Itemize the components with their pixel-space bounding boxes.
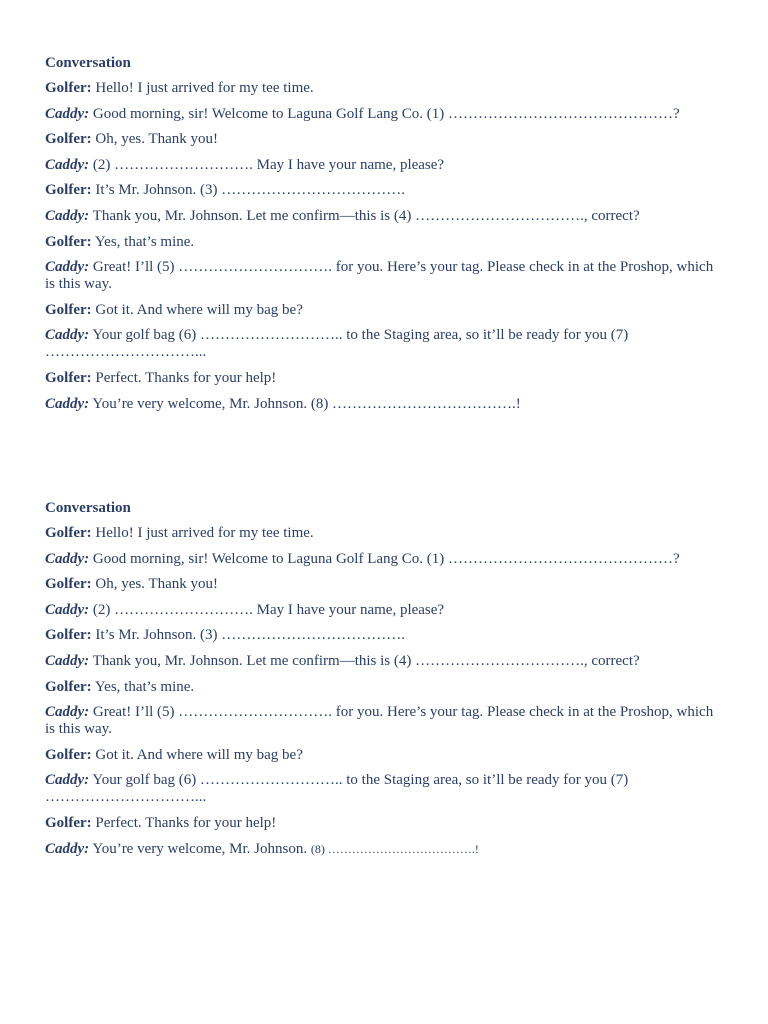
dialogue-line (45, 704, 725, 738)
speaker-label: Golfer: (45, 182, 92, 199)
dialogue-line (45, 679, 725, 696)
dialogue-text: Got it. And where will my bag be? (91, 746, 303, 763)
dialogue-line (45, 182, 725, 199)
dialogue-text: Yes, that’s mine. (91, 233, 195, 250)
dialogue-line (45, 106, 725, 123)
conversation-section-1 (45, 55, 725, 421)
speaker-label: Caddy: (45, 772, 90, 789)
speaker-label: Caddy: (45, 550, 90, 567)
dialogue-text: Thank you, Mr. Johnson. Let me confirm—this is (4) ……………………………., correct? (89, 652, 640, 669)
dialogue-line (45, 653, 725, 670)
speaker-label: Caddy: (45, 105, 90, 122)
dialogue-text: Good morning, sir! Welcome to Laguna Golf Lang Co. (1) ………………………………………? (89, 105, 680, 122)
dialogue-line (45, 157, 725, 174)
dialogue-line (45, 576, 725, 593)
dialogue-line (45, 302, 725, 319)
dialogue-line (45, 327, 725, 361)
dialogue-text: Got it. And where will my bag be? (91, 301, 303, 318)
dialogue-text: Great! I’ll (5) …………………………. for you. Here’s your tag. Please check in at the Proshop, which is this way. (45, 704, 714, 738)
speaker-label: Golfer: (45, 814, 92, 831)
dialogue-text: Oh, yes. Thank you! (91, 576, 219, 593)
dialogue-text: Your golf bag (6) ……………………….. to the Staging area, so it’ll be ready for you (7) …………………………... (45, 772, 629, 806)
speaker-label: Caddy: (45, 704, 90, 721)
speaker-label: Golfer: (45, 233, 92, 250)
dialogue-line (45, 772, 725, 806)
dialogue-text: Oh, yes. Thank you! (91, 131, 219, 148)
speaker-label: Golfer: (45, 525, 92, 541)
dialogue-line (45, 234, 725, 251)
dialogue-text: It’s Mr. Johnson. (3) ………………………………. (91, 182, 405, 199)
section-heading: Conversation (45, 500, 131, 516)
speaker-label: Caddy: (45, 207, 90, 224)
speaker-label: Golfer: (45, 369, 92, 386)
dialogue-line (45, 602, 725, 619)
dialogue-text: Your golf bag (6) ……………………….. to the Staging area, so it’ll be ready for you (7) …………………………... (45, 327, 629, 361)
dialogue-line (45, 815, 725, 832)
speaker-label: Caddy: (45, 156, 90, 173)
speaker-label: Golfer: (45, 678, 92, 695)
speaker-label: Golfer: (45, 80, 92, 96)
dialogue-line (45, 370, 725, 387)
dialogue-text: You’re very welcome, Mr. Johnson. (8) ……………………………….! (89, 395, 521, 412)
speaker-label: Caddy: (45, 652, 90, 669)
dialogue-line (45, 80, 725, 97)
speaker-label: Caddy: (45, 395, 90, 412)
dialogue-line (45, 747, 725, 764)
speaker-label: Golfer: (45, 576, 92, 593)
dialogue-line (45, 259, 725, 293)
dialogue-text: Perfect. Thanks for your help! (91, 814, 277, 831)
dialogue-text: (2) ………………………. May I have your name, please? (89, 601, 445, 618)
dialogue-line (45, 131, 725, 148)
dialogue-text: Great! I’ll (5) …………………………. for you. Here’s your tag. Please check in at the Proshop, which is this way. (45, 259, 714, 293)
dialogue-text: Good morning, sir! Welcome to Laguna Golf Lang Co. (1) ………………………………………? (89, 550, 680, 567)
dialogue-text: You’re very welcome, Mr. Johnson. (89, 840, 311, 857)
speaker-label: Caddy: (45, 840, 90, 857)
conversation-section-2 (45, 500, 725, 866)
speaker-label: Caddy: (45, 327, 90, 344)
dialogue-line (45, 627, 725, 644)
speaker-label: Golfer: (45, 746, 92, 763)
speaker-label: Golfer: (45, 627, 92, 644)
dialogue-line (45, 208, 725, 225)
dialogue-text: Perfect. Thanks for your help! (91, 369, 277, 386)
dialogue-text: Hello! I just arrived for my tee time. (91, 525, 314, 541)
dialogue-text: Hello! I just arrived for my tee time. (91, 80, 314, 96)
dialogue-line (45, 551, 725, 568)
dialogue-text: Yes, that’s mine. (91, 678, 195, 695)
dialogue-line (45, 841, 725, 858)
speaker-label: Caddy: (45, 259, 90, 276)
section-heading: Conversation (45, 55, 131, 71)
answer-blank: (8) ……………………………….! (310, 841, 479, 856)
dialogue-line (45, 396, 725, 413)
speaker-label: Caddy: (45, 601, 90, 618)
speaker-label: Golfer: (45, 131, 92, 148)
dialogue-line (45, 525, 725, 542)
dialogue-text: It’s Mr. Johnson. (3) ………………………………. (91, 627, 405, 644)
speaker-label: Golfer: (45, 301, 92, 318)
dialogue-text: Thank you, Mr. Johnson. Let me confirm—this is (4) ……………………………., correct? (89, 207, 640, 224)
dialogue-text: (2) ………………………. May I have your name, please? (89, 156, 445, 173)
